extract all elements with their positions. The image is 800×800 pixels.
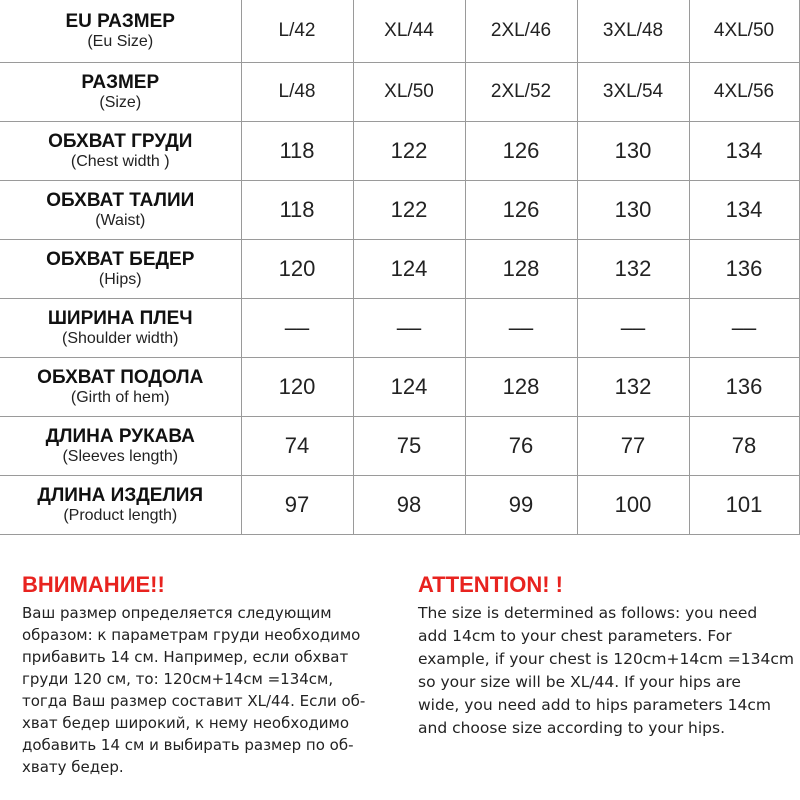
row-header-en: (Waist) [95, 211, 146, 229]
table-cell [353, 298, 465, 357]
note-russian-title: ВНИМАНИЕ!! [22, 572, 165, 597]
table-cell [241, 0, 353, 62]
row-header [0, 62, 241, 121]
cell-value: L/42 [278, 19, 316, 41]
cell-value: 136 [725, 373, 763, 399]
row-header-en: (Girth of hem) [70, 388, 170, 406]
note-english-body: The size is determined as follows: you need add 14cm to your chest parameters. For example, if your chest is 120cm+14cm =134cm so your size will be XL/44. If your hips are wide, you need add to hips parameters 14cm and choose size according to your hips. [418, 604, 794, 737]
row-header [0, 298, 241, 357]
table-row [0, 357, 799, 416]
row-header-en: (Sleeves length) [62, 447, 179, 465]
table-cell [577, 298, 689, 357]
row-header-ru: EU РАЗМЕР [65, 10, 175, 32]
cell-value: L/48 [278, 80, 316, 102]
cell-value: 132 [614, 373, 652, 399]
table-cell [577, 180, 689, 239]
table-cell [577, 62, 689, 121]
table-cell [689, 416, 799, 475]
row-header-ru: ОБХВАТ ПОДОЛА [37, 366, 204, 388]
table-row [0, 416, 799, 475]
table-cell [465, 298, 577, 357]
cell-value: 101 [725, 491, 763, 517]
table-cell [465, 121, 577, 180]
note-english [418, 570, 800, 740]
row-header-en: (Shoulder width) [62, 329, 179, 347]
table-row [0, 0, 799, 62]
table-cell [465, 475, 577, 534]
table-cell [353, 180, 465, 239]
cell-value: 97 [284, 491, 310, 517]
cell-value: 128 [502, 373, 540, 399]
table-cell [241, 298, 353, 357]
cell-value: 134 [725, 196, 763, 222]
table-cell [689, 0, 799, 62]
cell-value: XL/50 [384, 80, 434, 102]
table-cell [577, 239, 689, 298]
table-cell [465, 0, 577, 62]
table-row [0, 180, 799, 239]
table-row [0, 475, 799, 534]
row-header [0, 180, 241, 239]
cell-value: 118 [279, 137, 315, 163]
row-header-en: (Chest width ) [70, 152, 170, 170]
table-cell [577, 416, 689, 475]
row-header-ru: ОБХВАТ ТАЛИИ [46, 189, 195, 211]
note-russian-body: Ваш размер определяется следующим образом: к параметрам груди необходимо прибавить 14 см. Например, если обхват груди 120 см, то: 120см+14см =134см, тогда Ваш размер составит XL/44. Если об- хват бедер широкий, к нему необходимо добавить 14 см и выбирать размер по об- хвату бедер. [22, 604, 366, 776]
table-cell [689, 121, 799, 180]
cell-value: 136 [725, 255, 763, 281]
cell-value: –– [620, 314, 646, 340]
table-cell [577, 0, 689, 62]
cell-value: XL/44 [384, 19, 434, 41]
cell-value: 76 [508, 432, 534, 458]
cell-value: 122 [390, 137, 428, 163]
table-cell [465, 62, 577, 121]
table-cell [689, 180, 799, 239]
row-header-ru: ОБХВАТ ГРУДИ [48, 130, 193, 152]
notes-section [0, 560, 800, 800]
row-header [0, 357, 241, 416]
row-header-ru: ДЛИНА РУКАВА [45, 425, 195, 447]
row-header-ru: РАЗМЕР [81, 71, 160, 93]
table-cell [353, 0, 465, 62]
table-cell [241, 62, 353, 121]
cell-value: 134 [725, 137, 763, 163]
row-header [0, 475, 241, 534]
table-cell [465, 180, 577, 239]
cell-value: 130 [614, 196, 652, 222]
cell-value: 4XL/56 [713, 80, 775, 102]
cell-value: 2XL/46 [490, 19, 552, 41]
row-header-en: (Hips) [98, 270, 142, 288]
table-cell [241, 121, 353, 180]
row-header-en: (Size) [99, 93, 142, 111]
row-header [0, 239, 241, 298]
table-row [0, 62, 799, 121]
cell-value: 99 [508, 491, 534, 517]
table-cell [241, 357, 353, 416]
cell-value: 77 [620, 432, 646, 458]
cell-value: –– [731, 314, 757, 340]
table-cell [241, 475, 353, 534]
table-cell [577, 121, 689, 180]
cell-value: 122 [390, 196, 428, 222]
row-header-ru: ШИРИНА ПЛЕЧ [47, 307, 193, 329]
cell-value: 75 [396, 432, 422, 458]
table-cell [689, 239, 799, 298]
table-cell [689, 475, 799, 534]
table-cell [241, 416, 353, 475]
cell-value: 128 [502, 255, 540, 281]
cell-value: 3XL/48 [602, 19, 664, 41]
cell-value: 118 [279, 196, 315, 222]
row-header-en: (Product length) [63, 506, 178, 524]
cell-value: 132 [614, 255, 652, 281]
row-header [0, 0, 241, 62]
table-cell [353, 62, 465, 121]
row-header-ru: ОБХВАТ БЕДЕР [46, 248, 195, 270]
table-cell [689, 298, 799, 357]
cell-value: 78 [731, 432, 757, 458]
table-cell [465, 239, 577, 298]
table-cell [353, 357, 465, 416]
cell-value: 124 [390, 373, 428, 399]
cell-value: 2XL/52 [490, 80, 552, 102]
cell-value: 124 [390, 255, 428, 281]
row-header-en: (Eu Size) [87, 32, 154, 50]
table-row [0, 121, 799, 180]
cell-value: –– [396, 314, 422, 340]
table-cell [353, 239, 465, 298]
table-cell [353, 416, 465, 475]
table-row [0, 298, 799, 357]
table-cell [465, 416, 577, 475]
cell-value: 4XL/50 [713, 19, 775, 41]
cell-value: 3XL/54 [602, 80, 664, 102]
cell-value: 120 [278, 373, 316, 399]
cell-value: 126 [502, 137, 540, 163]
table-cell [241, 239, 353, 298]
table-cell [689, 62, 799, 121]
row-header [0, 121, 241, 180]
note-russian [22, 570, 412, 778]
table-cell [577, 475, 689, 534]
cell-value: –– [508, 314, 534, 340]
cell-value: 74 [284, 432, 310, 458]
cell-value: 130 [614, 137, 652, 163]
table-cell [353, 475, 465, 534]
table-cell [689, 357, 799, 416]
row-header-ru: ДЛИНА ИЗДЕЛИЯ [37, 484, 204, 506]
cell-value: 100 [614, 491, 652, 517]
table-cell [577, 357, 689, 416]
table-cell [465, 357, 577, 416]
cell-value: 120 [278, 255, 316, 281]
cell-value: 126 [502, 196, 540, 222]
cell-value: –– [284, 314, 310, 340]
cell-value: 98 [396, 491, 422, 517]
table-cell [241, 180, 353, 239]
row-header [0, 416, 241, 475]
table-row [0, 239, 799, 298]
note-english-title: ATTENTION! ! [418, 572, 564, 597]
table-cell [353, 121, 465, 180]
